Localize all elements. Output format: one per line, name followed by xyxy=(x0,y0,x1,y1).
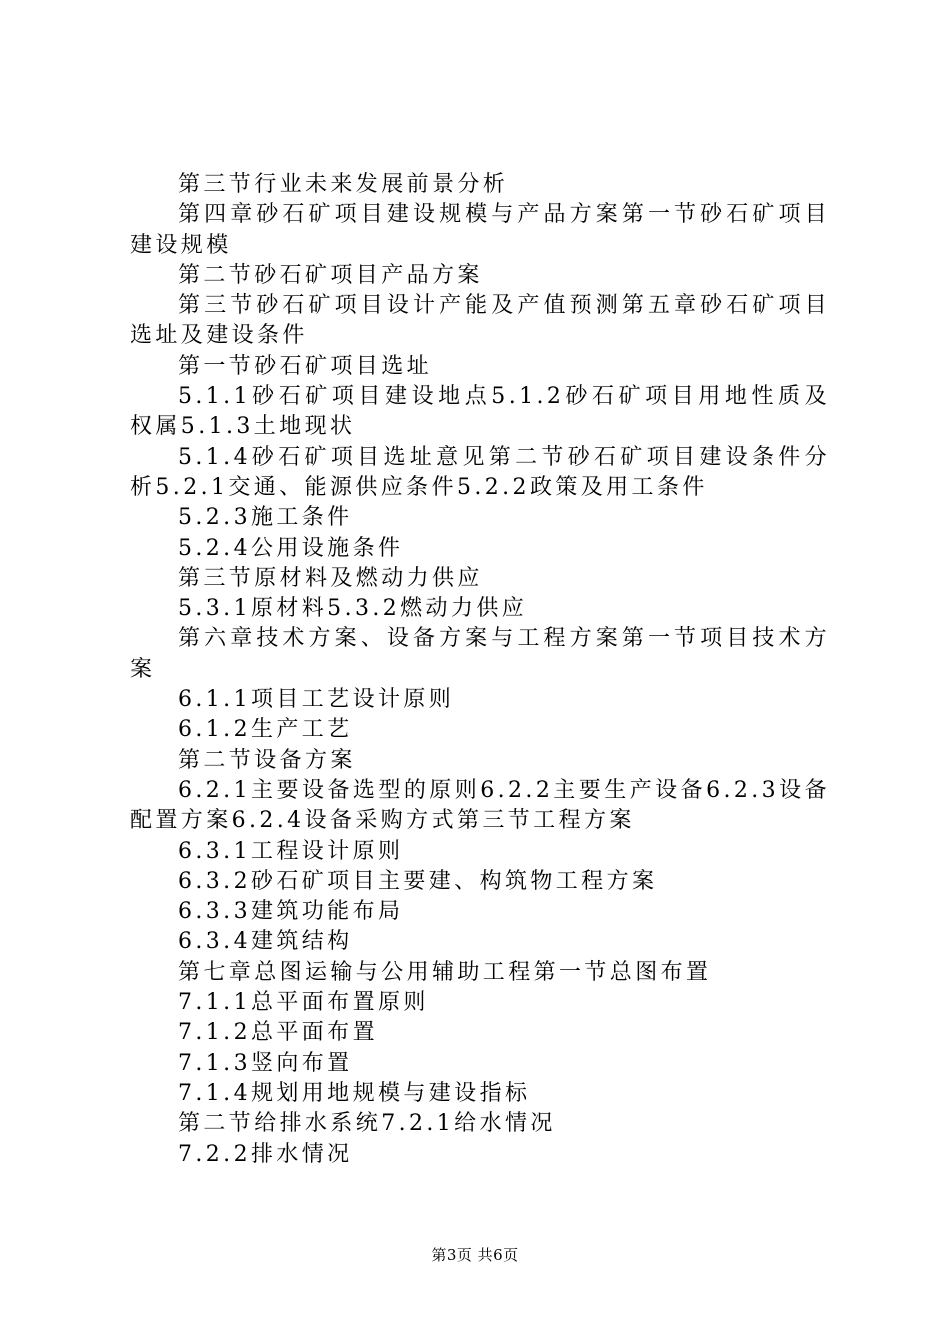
paragraph: 第二节砂石矿项目产品方案 xyxy=(178,262,483,288)
paragraph: 第六章技术方案、设备方案与工程方案第一节项目技术方案 xyxy=(130,626,830,682)
paragraph: 7.1.3竖向布置 xyxy=(178,1050,353,1076)
paragraph: 6.2.1主要设备选型的原则6.2.2主要生产设备6.2.3设备配置方案6.2.4设备采购方式第三节工程方案 xyxy=(130,777,830,834)
paragraph: 7.1.2总平面布置 xyxy=(178,1020,378,1046)
paragraph: 第二节设备方案 xyxy=(178,747,356,773)
paragraph: 7.2.2排水情况 xyxy=(178,1141,353,1167)
paragraph: 6.3.2砂石矿项目主要建、构筑物工程方案 xyxy=(178,868,658,894)
paragraph: 6.3.1工程设计原则 xyxy=(178,838,404,864)
paragraph: 7.1.4规划用地规模与建设指标 xyxy=(178,1080,531,1106)
paragraph: 5.1.4砂石矿项目选址意见第二节砂石矿项目建设条件分析5.2.1交通、能源供应条件5.2.2政策及用工条件 xyxy=(130,444,830,500)
document-body xyxy=(130,170,830,1170)
paragraph: 第七章总图运输与公用辅助工程第一节总图布置 xyxy=(178,959,712,985)
page-number-footer: 第3页 共6页 xyxy=(431,1246,519,1264)
paragraph: 第一节砂石矿项目选址 xyxy=(178,353,433,379)
paragraph: 5.2.3施工条件 xyxy=(178,505,353,531)
paragraph: 第三节砂石矿项目设计产能及产值预测第五章砂石矿项目选址及建设条件 xyxy=(130,293,830,349)
paragraph: 6.1.1项目工艺设计原则 xyxy=(178,687,455,713)
paragraph: 7.1.1总平面布置原则 xyxy=(178,990,429,1016)
paragraph: 5.1.1砂石矿项目建设地点5.1.2砂石矿项目用地性质及权属5.1.3土地现状 xyxy=(130,384,830,440)
paragraph: 第三节原材料及燃动力供应 xyxy=(178,565,483,591)
paragraph: 6.1.2生产工艺 xyxy=(178,717,353,743)
paragraph: 6.3.3建筑功能布局 xyxy=(178,899,404,925)
paragraph: 5.3.1原材料5.3.2燃动力供应 xyxy=(178,596,528,622)
paragraph: 6.3.4建筑结构 xyxy=(178,929,353,955)
paragraph: 5.2.4公用设施条件 xyxy=(178,535,404,561)
paragraph: 第二节给排水系统7.2.1给水情况 xyxy=(178,1111,556,1137)
paragraph: 第四章砂石矿项目建设规模与产品方案第一节砂石矿项目建设规模 xyxy=(130,202,830,258)
paragraph: 第三节行业未来发展前景分析 xyxy=(178,172,509,197)
